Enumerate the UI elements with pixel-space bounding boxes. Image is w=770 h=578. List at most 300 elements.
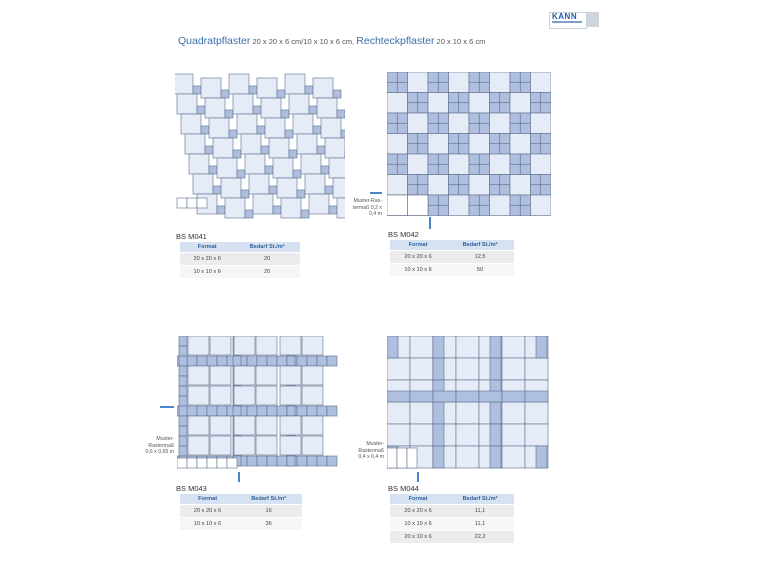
paving-stone-small: [479, 195, 489, 205]
paving-stone-small: [179, 426, 187, 436]
paving-stone-large: [188, 436, 209, 455]
paving-stone-small: [479, 123, 489, 133]
paving-stone-small: [213, 186, 221, 194]
paving-stone-small: [531, 175, 541, 185]
paving-stone-large: [237, 114, 257, 134]
paving-stone-large: [531, 113, 552, 134]
paving-stone-large: [313, 78, 333, 98]
paving-stone-small: [273, 206, 281, 214]
paving-stone-small: [541, 175, 551, 185]
paving-stone-large: [456, 402, 479, 424]
paving-stone-small: [233, 356, 241, 366]
paving-stone-small: [277, 456, 287, 466]
paving-stone-large: [256, 416, 277, 435]
paving-stone-small: [469, 72, 479, 82]
paving-stone-small: [327, 356, 337, 366]
paving-stone-rect: [490, 424, 501, 446]
paving-pattern-m044: [387, 336, 549, 471]
paving-stone-small: [408, 144, 418, 154]
pattern-code-m041: BS M041: [176, 232, 207, 241]
paving-stone-small: [418, 134, 428, 144]
paving-stone-large: [428, 93, 449, 114]
paving-stone-large: [281, 198, 301, 218]
paving-stone-large: [333, 178, 345, 198]
paving-stone-small: [438, 72, 448, 82]
paving-stone-large: [449, 195, 470, 216]
grid-cell: [387, 195, 408, 216]
paving-stone-rect: [490, 358, 501, 380]
paving-stone-small: [297, 456, 307, 466]
paving-stone-large: [253, 194, 273, 214]
paving-stone-large: [387, 93, 408, 114]
paving-stone-small: [520, 164, 530, 174]
paving-stone-large: [317, 98, 337, 118]
paving-stone-large: [234, 436, 255, 455]
paving-stone-small: [277, 356, 287, 366]
paving-stone-small: [247, 406, 257, 416]
paving-stone-small: [179, 386, 187, 396]
paving-stone-large: [531, 154, 552, 175]
paving-stone-small: [397, 154, 407, 164]
paving-stone-rect: [490, 402, 501, 424]
paving-stone-large: [302, 416, 323, 435]
paving-stone-small: [305, 86, 313, 94]
paving-stone-large: [428, 134, 449, 155]
paving-stone-large: [209, 118, 229, 138]
paving-stone-small: [541, 185, 551, 195]
paving-stone-large: [408, 154, 429, 175]
grid-cell: [197, 458, 207, 468]
col-format-header: Format: [390, 494, 446, 505]
paving-stone-small: [500, 144, 510, 154]
paving-stone-rect: [433, 424, 444, 446]
paving-stone-large: [269, 138, 289, 158]
paving-stone-small: [327, 406, 337, 416]
paving-stone-large: [410, 336, 433, 358]
paving-stone-small: [520, 205, 530, 215]
col-demand-header: Bedarf St./m²: [446, 494, 514, 505]
paving-stone-small: [438, 205, 448, 215]
paving-stone-rect: [502, 391, 525, 402]
paving-stone-large: [188, 416, 209, 435]
paving-stone-small: [265, 166, 273, 174]
paving-stone-small: [217, 356, 227, 366]
paving-stone-large: [456, 446, 479, 468]
paving-stone-small: [257, 356, 267, 366]
paving-stone-small: [479, 205, 489, 215]
paving-stone-rect: [410, 391, 433, 402]
paving-stone-large: [302, 336, 323, 355]
paving-stone-small: [479, 72, 489, 82]
paving-stone-small: [438, 113, 448, 123]
paving-stone-small: [201, 126, 209, 134]
paving-stone-small: [205, 146, 213, 154]
brand-logo: KANN: [549, 12, 599, 27]
paving-stone-large: [241, 134, 261, 154]
paving-stone-small: [333, 90, 341, 98]
paving-stone-small: [341, 130, 345, 138]
grid-size-note-m043: Muster- Rastermaß 0,6 x 0,65 m: [145, 436, 174, 455]
paving-stone-small: [510, 72, 520, 82]
paving-stone-large: [201, 78, 221, 98]
paving-stone-rect: [433, 446, 444, 468]
paving-stone-large: [273, 158, 293, 178]
paving-stone-small: [267, 356, 277, 366]
paving-stone-large: [301, 154, 321, 174]
paving-stone-small: [418, 175, 428, 185]
paving-stone-small: [490, 103, 500, 113]
paving-stone-small: [520, 154, 530, 164]
paving-stone-large: [213, 138, 233, 158]
table-row: 20 x 20 x 6 20: [180, 253, 300, 266]
grid-cell: [407, 448, 417, 468]
paving-stone-small: [229, 130, 237, 138]
paving-stone-large: [525, 424, 548, 446]
paving-stone-small: [520, 82, 530, 92]
paving-stone-large: [490, 195, 511, 216]
grid-marker: [160, 406, 174, 408]
paving-stone-small: [510, 123, 520, 133]
paving-stone-small: [247, 456, 257, 466]
pattern-code-m042: BS M042: [388, 230, 419, 239]
table-row: 20 x 20 x 6 12,5: [390, 251, 514, 264]
paving-stone-rect: [479, 391, 502, 402]
paving-stone-small: [197, 356, 207, 366]
paving-stone-small: [387, 113, 397, 123]
spec-table-m041: [180, 242, 300, 279]
paving-stone-small: [397, 123, 407, 133]
paving-stone-small: [408, 103, 418, 113]
paving-stone-large: [410, 424, 433, 446]
page-title: Quadratpflaster 20 x 20 x 6 cm/10 x 10 x 6 cm, Rechteckpflaster 20 x 10 x 6 cm: [178, 35, 486, 47]
paving-stone-small: [418, 93, 428, 103]
paving-stone-large: [234, 416, 255, 435]
paving-stone-small: [317, 456, 327, 466]
grid-marker: [370, 192, 382, 194]
paving-stone-small: [317, 406, 327, 416]
paving-stone-small: [287, 406, 295, 416]
paving-stone-large: [225, 198, 245, 218]
paving-stone-small: [418, 185, 428, 195]
paving-stone-small: [179, 336, 187, 346]
paving-stone-small: [541, 103, 551, 113]
paving-stone-small: [269, 186, 277, 194]
paving-stone-large: [280, 416, 301, 435]
paving-stone-large: [502, 424, 525, 446]
paving-stone-large: [185, 134, 205, 154]
paving-stone-small: [313, 126, 321, 134]
paving-stone-small: [500, 93, 510, 103]
paving-stone-large: [297, 134, 317, 154]
spec-table-m044: [390, 494, 514, 544]
paving-stone-small: [418, 103, 428, 113]
col-demand-header: Bedarf St./m²: [446, 240, 514, 251]
paving-stone-small: [187, 406, 197, 416]
paving-stone-large: [261, 98, 281, 118]
paving-stone-small: [459, 185, 469, 195]
paving-stone-small: [479, 82, 489, 92]
grid-marker: [429, 217, 431, 229]
paving-pattern-m041: [175, 72, 345, 220]
paving-stone-large: [189, 154, 209, 174]
paving-stone-small: [237, 170, 245, 178]
paving-stone-large: [257, 78, 277, 98]
paving-stone-small: [325, 186, 333, 194]
paving-pattern-m043: [177, 336, 339, 471]
paving-stone-large: [502, 402, 525, 424]
col-demand-header: Bedarf St./m²: [234, 242, 300, 253]
paving-stone-large: [456, 336, 479, 358]
paving-stone-large: [410, 358, 433, 380]
paving-stone-rect: [490, 336, 501, 358]
spec-table-m042: [390, 240, 514, 277]
paving-stone-large: [469, 93, 490, 114]
paving-stone-rect: [433, 402, 444, 424]
grid-marker: [238, 472, 240, 482]
paving-stone-small: [387, 72, 397, 82]
paving-stone-large: [277, 178, 297, 198]
paving-stone-small: [438, 164, 448, 174]
paving-stone-small: [179, 436, 187, 446]
paving-stone-small: [541, 93, 551, 103]
paving-stone-small: [307, 456, 317, 466]
paving-stone-small: [408, 175, 418, 185]
paving-stone-large: [449, 72, 470, 93]
paving-stone-large: [205, 98, 225, 118]
paving-stone-large: [234, 336, 255, 355]
paving-stone-small: [317, 356, 327, 366]
paving-stone-small: [387, 164, 397, 174]
table-row: 20 x 20 x 6 11,1: [390, 505, 514, 518]
grid-cell: [177, 198, 187, 208]
paving-stone-small: [408, 134, 418, 144]
paving-stone-large: [233, 94, 253, 114]
paving-stone-large: [175, 74, 193, 94]
paving-stone-small: [490, 144, 500, 154]
paving-stone-large: [456, 424, 479, 446]
paving-stone-rect: [433, 358, 444, 380]
grid-marker: [417, 472, 419, 482]
grid-cell: [387, 448, 397, 468]
paving-stone-small: [479, 154, 489, 164]
paving-stone-small: [408, 185, 418, 195]
paving-stone-small: [307, 406, 317, 416]
paving-stone-small: [459, 103, 469, 113]
paving-stone-small: [510, 113, 520, 123]
paving-stone-small: [317, 146, 325, 154]
paving-stone-small: [247, 356, 257, 366]
col-format-header: Format: [180, 242, 234, 253]
paving-stone-small: [221, 90, 229, 98]
paving-stone-rect: [536, 446, 547, 468]
paving-stone-small: [207, 406, 217, 416]
paving-stone-small: [397, 82, 407, 92]
paving-stone-large: [285, 74, 305, 94]
paving-stone-large: [188, 386, 209, 405]
grid-cell: [197, 198, 207, 208]
paving-stone-small: [261, 146, 269, 154]
paving-stone-small: [179, 356, 187, 366]
paving-stone-small: [438, 123, 448, 133]
paving-stone-large: [502, 336, 525, 358]
paving-stone-small: [327, 456, 337, 466]
paving-stone-large: [302, 436, 323, 455]
paving-stone-rect: [536, 336, 547, 358]
pattern-code-m044: BS M044: [388, 484, 419, 493]
paving-stone-small: [179, 396, 187, 406]
paving-stone-large: [531, 195, 552, 216]
paving-stone-small: [297, 406, 307, 416]
paving-stone-small: [285, 130, 293, 138]
paving-stone-large: [531, 72, 552, 93]
paving-stone-large: [265, 118, 285, 138]
paving-stone-large: [177, 94, 197, 114]
paving-stone-small: [397, 113, 407, 123]
paving-stone-small: [297, 356, 307, 366]
paving-stone-small: [449, 144, 459, 154]
paving-stone-large: [490, 72, 511, 93]
paving-stone-small: [387, 82, 397, 92]
paving-stone-rect: [490, 446, 501, 468]
paving-stone-small: [179, 446, 187, 456]
col-format-header: Format: [390, 240, 446, 251]
paving-stone-large: [302, 366, 323, 385]
paving-stone-large: [525, 402, 548, 424]
paving-stone-large: [309, 194, 329, 214]
table-row: 10 x 10 x 6 11,1: [390, 518, 514, 531]
paving-stone-large: [469, 134, 490, 155]
paving-stone-rect: [433, 391, 456, 402]
paving-stone-small: [490, 175, 500, 185]
paving-stone-small: [179, 346, 187, 356]
paving-stone-small: [245, 210, 253, 218]
grid-cell: [397, 448, 407, 468]
paving-stone-large: [428, 175, 449, 196]
grid-cell: [217, 458, 227, 468]
paving-stone-large: [510, 175, 531, 196]
paving-stone-large: [325, 138, 345, 158]
paving-stone-small: [459, 144, 469, 154]
paving-stone-small: [479, 164, 489, 174]
paving-stone-large: [193, 174, 213, 194]
paving-stone-small: [449, 134, 459, 144]
paving-stone-large: [408, 72, 429, 93]
paving-stone-small: [531, 93, 541, 103]
paving-stone-large: [410, 402, 433, 424]
paving-stone-small: [541, 134, 551, 144]
paving-stone-small: [428, 195, 438, 205]
paving-stone-small: [510, 154, 520, 164]
paving-stone-large: [210, 436, 231, 455]
paving-stone-small: [469, 205, 479, 215]
paving-stone-large: [490, 113, 511, 134]
paving-stone-small: [469, 82, 479, 92]
paving-stone-large: [229, 74, 249, 94]
paving-stone-small: [277, 90, 285, 98]
paving-stone-large: [256, 436, 277, 455]
paving-stone-small: [179, 366, 187, 376]
paving-stone-small: [187, 356, 197, 366]
paving-stone-small: [520, 195, 530, 205]
table-row: 10 x 10 x 6 36: [180, 518, 302, 531]
paving-stone-large: [449, 113, 470, 134]
grid-cell: [177, 458, 187, 468]
paving-stone-small: [249, 86, 257, 94]
paving-stone-rect: [456, 391, 479, 402]
paving-stone-small: [541, 144, 551, 154]
paving-stone-small: [469, 154, 479, 164]
paving-stone-small: [531, 185, 541, 195]
paving-pattern-m042: [387, 72, 551, 216]
paving-stone-large: [221, 178, 241, 198]
paving-stone-small: [337, 110, 345, 118]
paving-stone-large: [449, 154, 470, 175]
paving-stone-small: [217, 206, 225, 214]
paving-stone-large: [456, 358, 479, 380]
paving-stone-large: [329, 158, 345, 178]
paving-stone-small: [438, 154, 448, 164]
table-row: 20 x 20 x 6 16: [180, 505, 302, 518]
paving-stone-large: [469, 175, 490, 196]
paving-stone-small: [510, 164, 520, 174]
paving-stone-small: [253, 106, 261, 114]
paving-stone-small: [510, 82, 520, 92]
paving-stone-small: [459, 175, 469, 185]
paving-stone-small: [197, 406, 207, 416]
paving-stone-small: [479, 113, 489, 123]
paving-stone-large: [387, 424, 410, 446]
paving-stone-large: [387, 175, 408, 196]
paving-stone-small: [257, 406, 267, 416]
grid-cell: [207, 458, 217, 468]
grid-cell: [408, 195, 429, 216]
paving-stone-small: [301, 210, 309, 218]
paving-stone-large: [256, 386, 277, 405]
grid-cell: [227, 458, 237, 468]
paving-stone-small: [428, 72, 438, 82]
paving-stone-small: [490, 185, 500, 195]
paving-stone-small: [531, 103, 541, 113]
paving-stone-large: [321, 118, 341, 138]
paving-stone-small: [500, 103, 510, 113]
paving-stone-rect: [387, 391, 410, 402]
paving-stone-small: [428, 205, 438, 215]
paving-stone-large: [280, 366, 301, 385]
paving-stone-small: [449, 185, 459, 195]
paving-stone-large: [181, 114, 201, 134]
paving-stone-large: [490, 154, 511, 175]
table-row: 20 x 10 x 6 22,2: [390, 531, 514, 544]
paving-stone-small: [449, 175, 459, 185]
paving-stone-small: [387, 123, 397, 133]
spec-table-m043: [180, 494, 302, 531]
paving-stone-small: [428, 113, 438, 123]
paving-stone-large: [305, 174, 325, 194]
paving-stone-small: [309, 106, 317, 114]
paving-stone-small: [449, 103, 459, 113]
paving-stone-small: [531, 144, 541, 154]
paving-stone-small: [233, 406, 241, 416]
paving-stone-large: [408, 113, 429, 134]
paving-stone-small: [193, 86, 201, 94]
table-row: 10 x 10 x 6 50: [390, 264, 514, 277]
paving-stone-large: [525, 358, 548, 380]
paving-stone-small: [520, 72, 530, 82]
paving-stone-small: [307, 356, 317, 366]
paving-stone-rect: [525, 391, 548, 402]
paving-stone-large: [280, 436, 301, 455]
paving-stone-small: [217, 406, 227, 416]
